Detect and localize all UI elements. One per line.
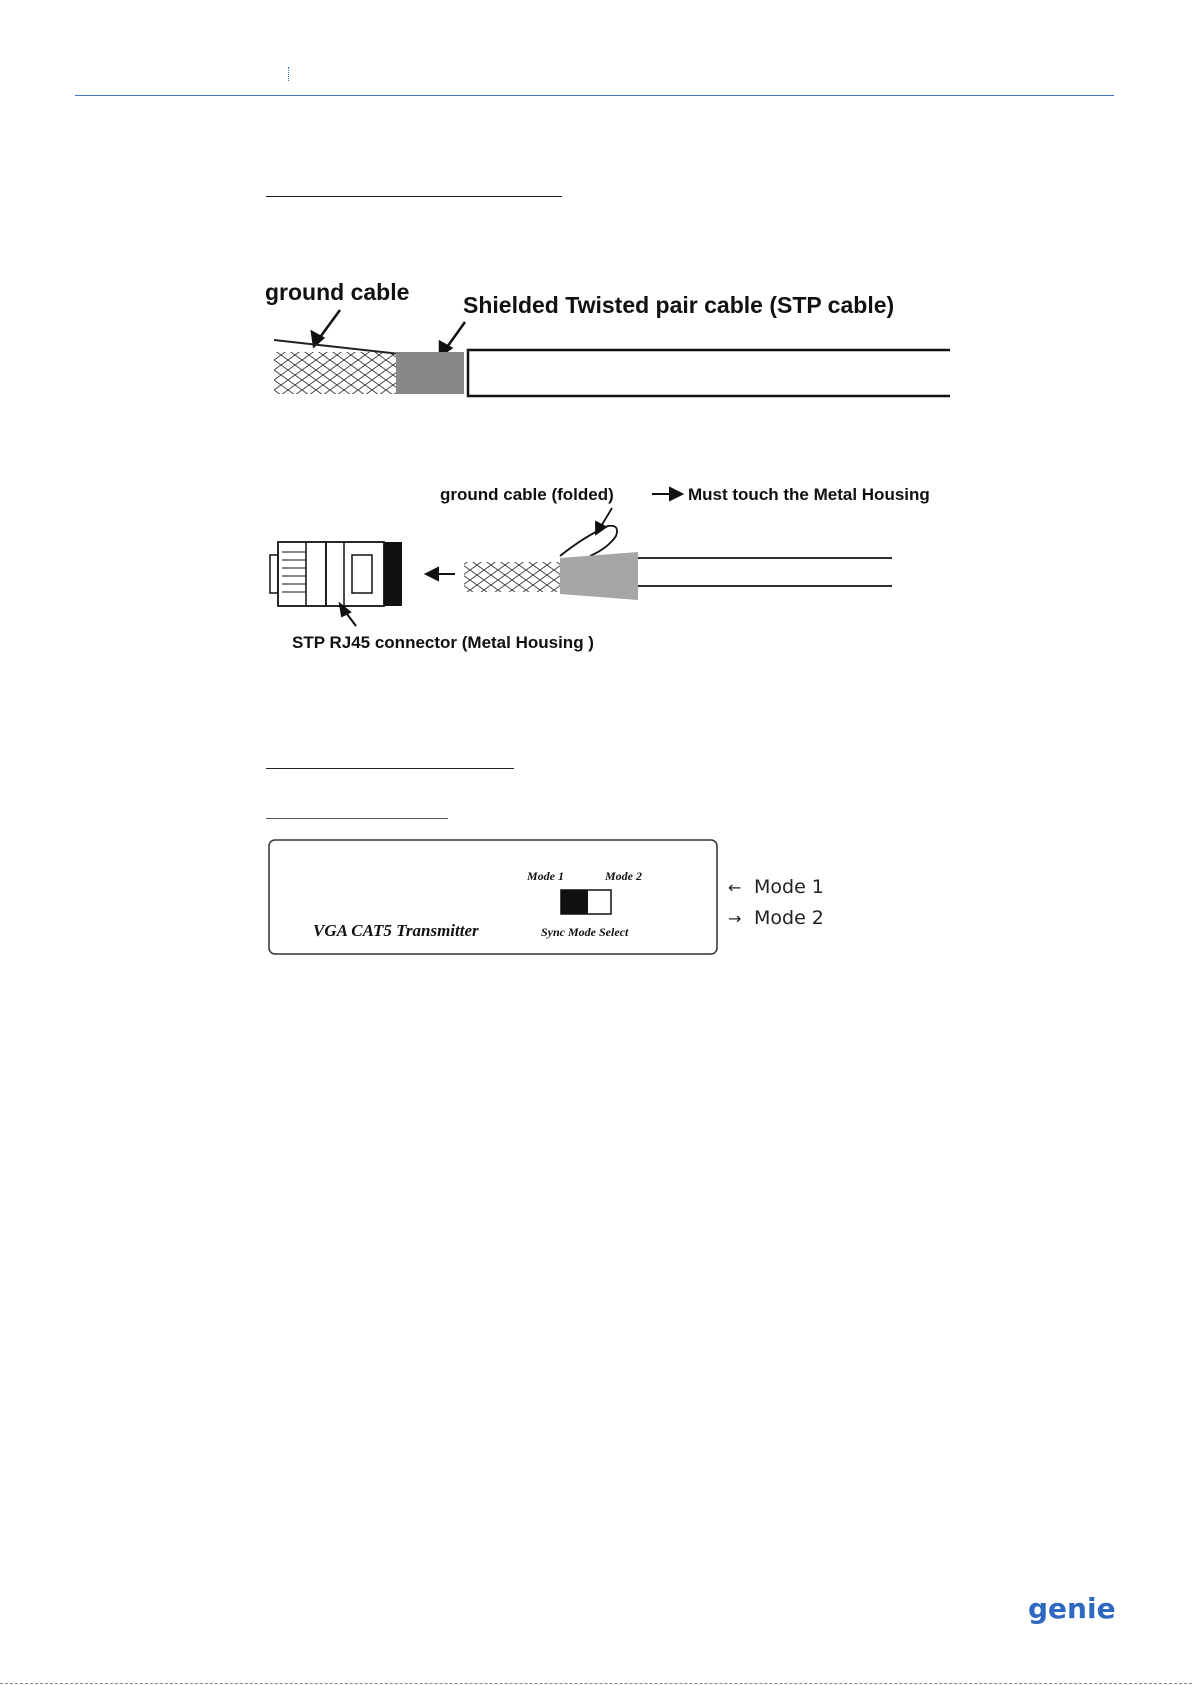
mode2-switch-label: Mode 2 bbox=[605, 869, 642, 883]
header-rule bbox=[75, 95, 1114, 96]
stp-arrow bbox=[440, 322, 465, 356]
foil-shield bbox=[396, 352, 464, 394]
must-touch-arrow bbox=[652, 488, 682, 500]
switch-caption: Sync Mode Select bbox=[541, 925, 629, 939]
connector-arrow bbox=[340, 604, 356, 626]
ground-wire bbox=[274, 340, 400, 354]
cable-jacket bbox=[468, 350, 960, 396]
rj45-connector bbox=[270, 542, 402, 606]
mode1-switch-label: Mode 1 bbox=[527, 869, 564, 883]
section-heading-underline-1 bbox=[266, 196, 562, 197]
foil-shield-2 bbox=[560, 552, 638, 600]
ground-cable-label: ground cable bbox=[265, 280, 410, 305]
device-label: VGA CAT5 Transmitter bbox=[313, 921, 479, 940]
braided-shield bbox=[274, 352, 396, 394]
section-heading-underline-2 bbox=[266, 768, 514, 769]
right-arrow-icon: → bbox=[728, 909, 742, 928]
ground-folded-label: ground cable (folded) bbox=[440, 485, 614, 504]
transmitter-panel bbox=[265, 836, 725, 960]
genie-logo bbox=[1026, 1592, 1118, 1636]
subheading-underline bbox=[266, 818, 448, 819]
genie-logo-text: genie bbox=[1028, 1592, 1116, 1625]
legend-item-mode1: ← Mode 1 bbox=[728, 872, 824, 903]
sync-mode-switch bbox=[561, 890, 611, 914]
legend-item-mode2: → Mode 2 bbox=[728, 903, 824, 934]
connector-label: STP RJ45 connector (Metal Housing ) bbox=[292, 633, 594, 652]
must-touch-label: Must touch the Metal Housing bbox=[688, 485, 930, 504]
stp-cable-diagram bbox=[260, 280, 960, 660]
header-separator-dots bbox=[288, 67, 291, 81]
folded-ground-wire bbox=[560, 508, 617, 556]
stp-cable-label: Shielded Twisted pair cable (STP cable) bbox=[463, 292, 895, 318]
mode-legend bbox=[728, 872, 824, 934]
braided-shield-2 bbox=[464, 562, 562, 592]
ground-arrow bbox=[312, 310, 340, 346]
left-arrow-icon: ← bbox=[728, 878, 742, 897]
insert-arrow bbox=[426, 568, 455, 580]
